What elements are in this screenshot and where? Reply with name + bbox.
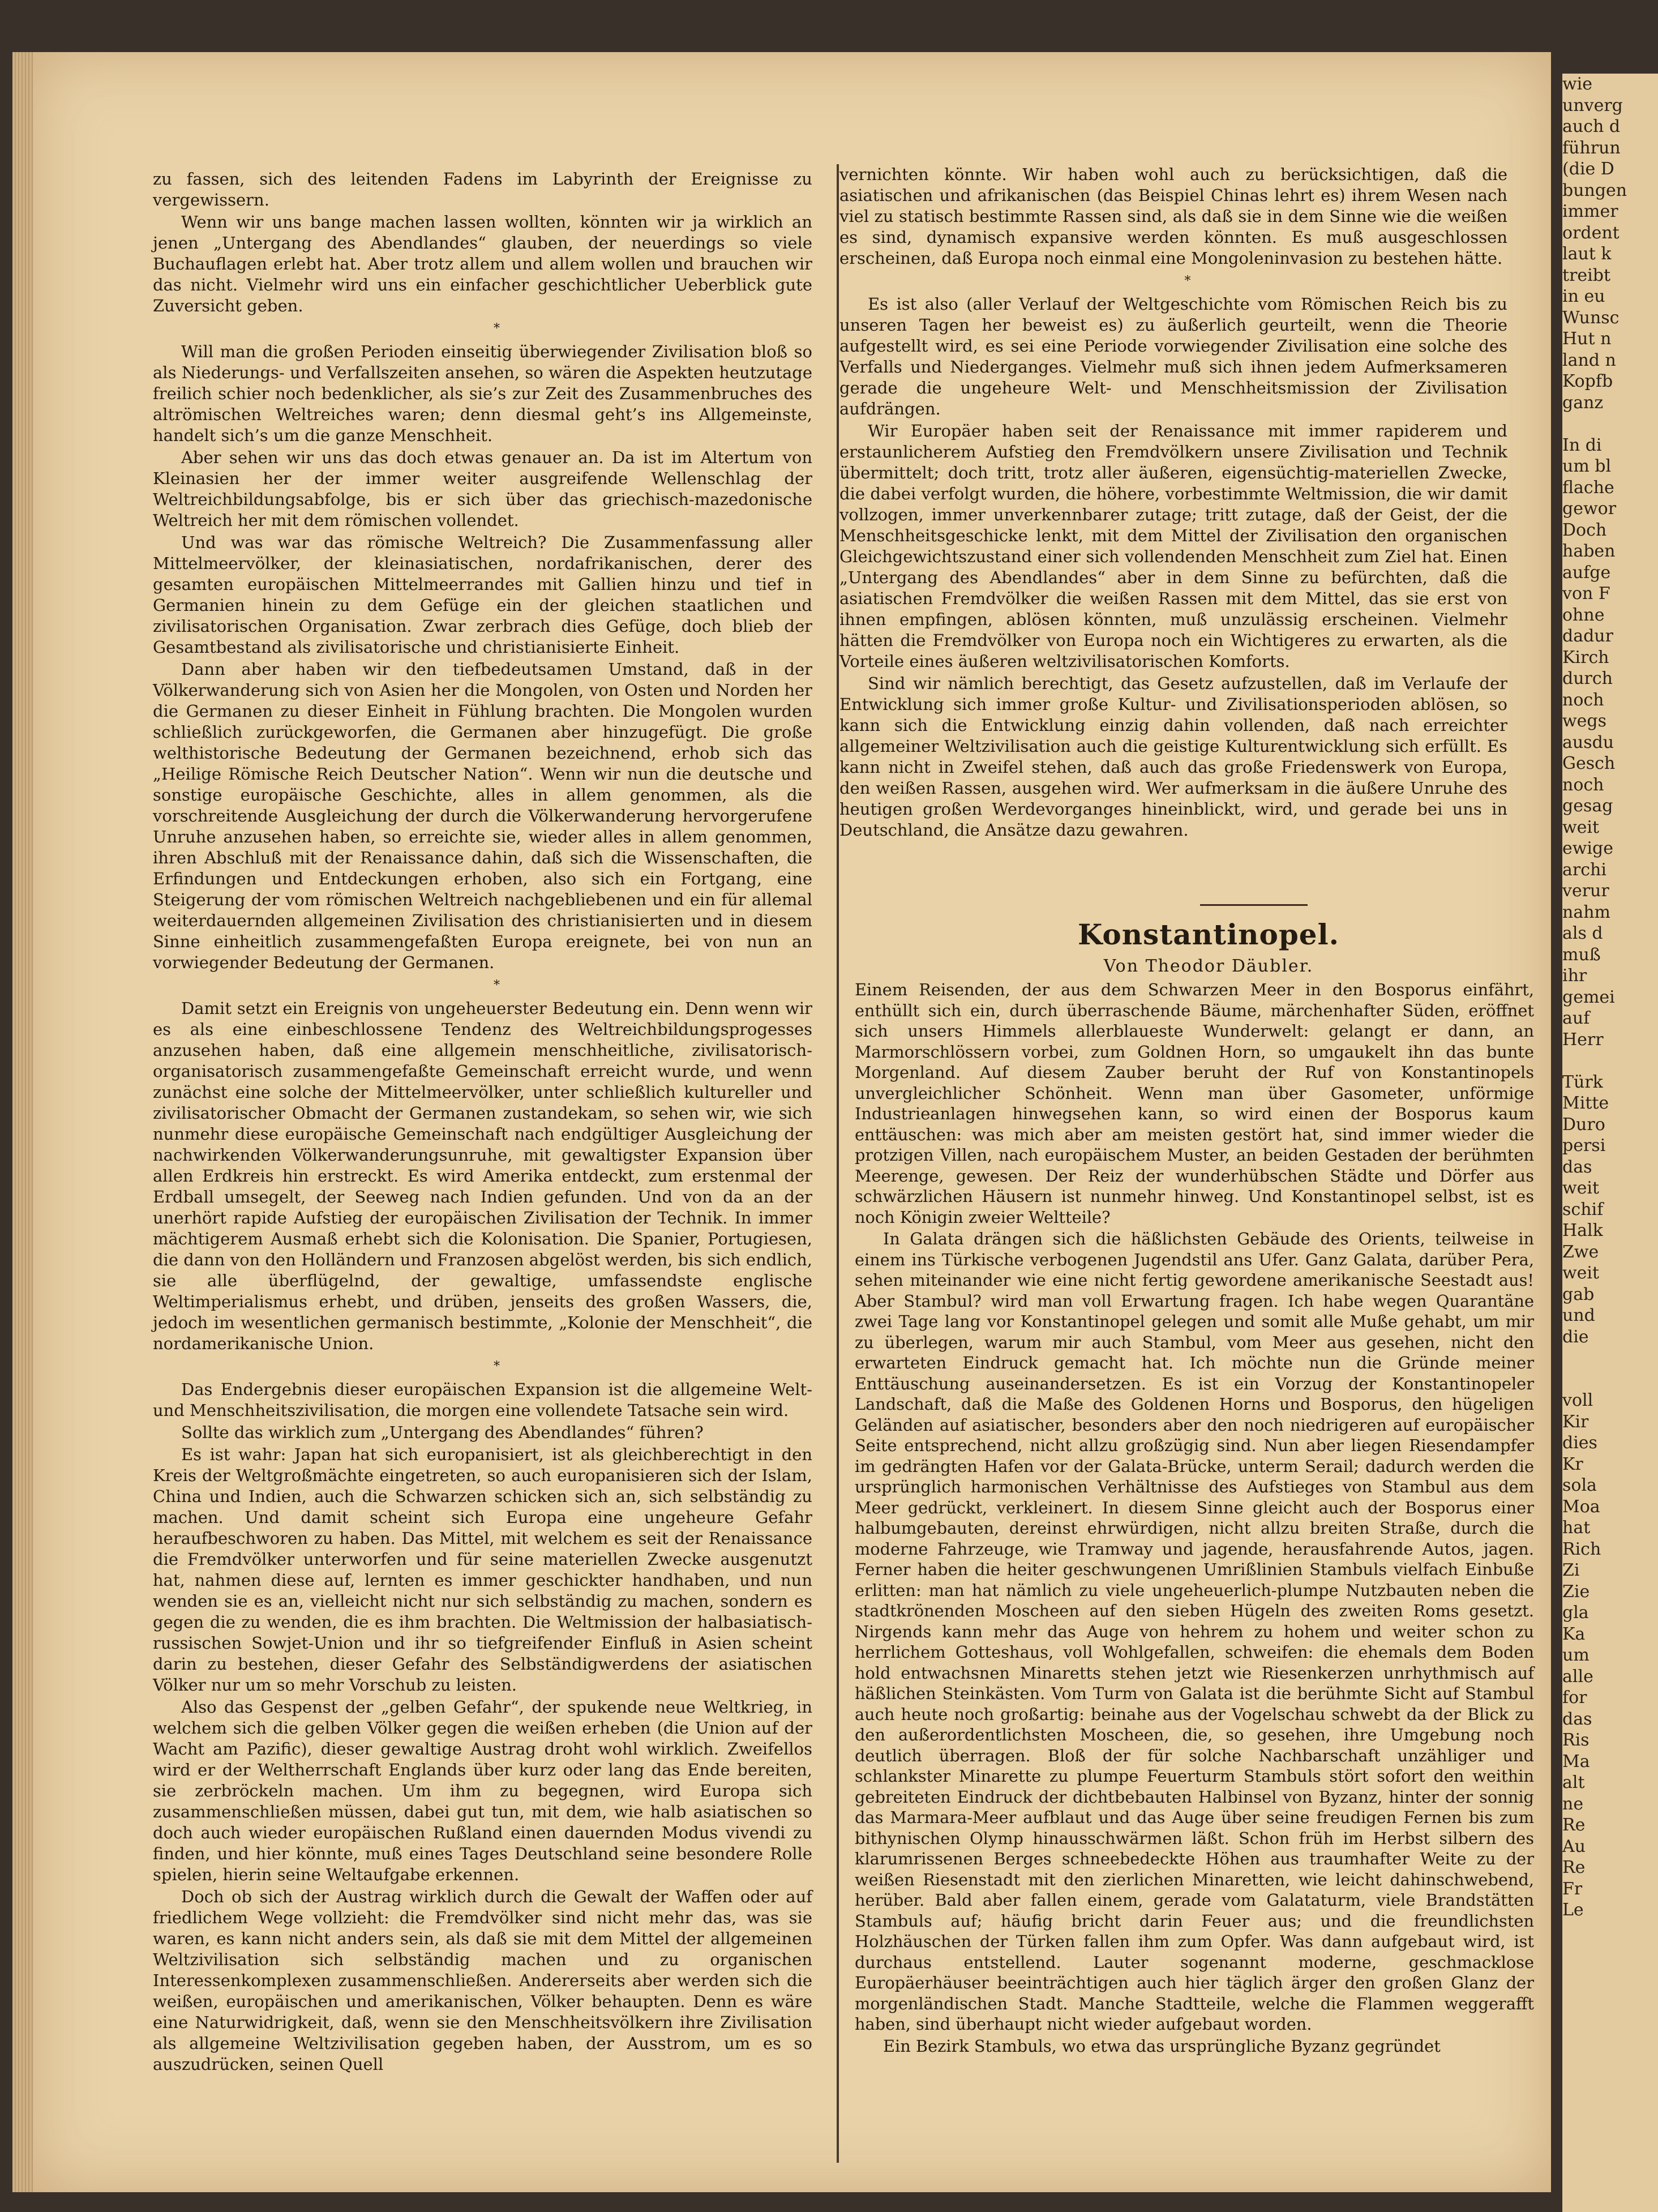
article-konstantinopel xyxy=(855,916,1534,2057)
next-page-line: von F xyxy=(1562,584,1610,604)
next-page-line: führun xyxy=(1562,138,1621,158)
paragraph: Will man die großen Perioden einseitig überwiegender Zivilisation bloß so als Niederungs- und Verfallszeiten ansehen, so wären die Aspekten heutzutage freilich schier noch bedenklicher, als sie’s zur Zeit des Zusammenbruches des altrömischen Weltreiches waren; denn diesmal geht’s ins Allgemeinste, handelt sich’s um die ganze Menschheit. xyxy=(153,342,812,445)
next-page-line: noch xyxy=(1562,690,1604,710)
next-page-line: das xyxy=(1562,1709,1592,1729)
next-page-line: muß xyxy=(1562,944,1601,965)
section-separator: * xyxy=(494,1359,500,1374)
next-page-line: Gesch xyxy=(1562,754,1616,773)
next-page-line: auf xyxy=(1562,1008,1590,1028)
next-page-line: land n xyxy=(1562,350,1616,370)
next-page-line: immer xyxy=(1562,202,1618,221)
next-page-line: wegs xyxy=(1562,711,1607,731)
next-page-line: archi xyxy=(1562,859,1606,880)
next-page-line: alle xyxy=(1562,1666,1593,1687)
next-page-line: In di xyxy=(1562,435,1602,455)
next-page-line: durch xyxy=(1562,669,1613,688)
next-page-line xyxy=(1562,1050,1658,1072)
paragraph: Doch ob sich der Austrag wirklich durch die Gewalt der Waffen oder auf friedlichem Wege vollzieht: die Fremdvölker sind nicht mehr das, was sie waren, es kann nicht anders sein, als daß sie mit dem Mittel der allgemeinen Weltzivilisation sich selbständig machen und zu organischen Interessenkomplexen zusammenschließen. Andererseits aber werden sich die weißen, europäischen und amerikanischen, Völker behaupten. Denn es wäre eine Naturwidrigkeit, daß, wenn sie den Menschheitsvölkern ihre Zivilisation als allgemeine Weltzivilisation gegeben haben, der Ausstrom, um es so auszudrücken, seinen Quell xyxy=(153,1887,812,2074)
next-page-line: voll xyxy=(1562,1390,1593,1410)
next-page-line: weit xyxy=(1562,1178,1600,1198)
column-rule xyxy=(837,164,839,2163)
next-page-line: flache xyxy=(1562,477,1614,498)
next-page-line: unverg xyxy=(1562,95,1623,115)
next-page-line: persi xyxy=(1562,1136,1606,1156)
next-page-line: weit xyxy=(1562,817,1600,837)
next-page-line: Kirch xyxy=(1562,647,1609,668)
next-page-line: Au xyxy=(1562,1836,1586,1856)
section-separator: * xyxy=(494,322,500,336)
paragraph: zu fassen, sich des leitenden Fadens im Labyrinth der Ereignisse zu vergewissern. xyxy=(153,169,812,209)
next-page-line: nahm xyxy=(1562,902,1610,922)
next-page-line: Zie xyxy=(1562,1581,1590,1602)
next-page-line: Ris xyxy=(1562,1730,1590,1750)
next-page-line: Moa xyxy=(1562,1496,1600,1517)
next-page-line: alt xyxy=(1562,1773,1585,1792)
section-separator: * xyxy=(1184,274,1191,288)
next-page-line: gesag xyxy=(1562,796,1613,816)
next-page-line: weit xyxy=(1562,1263,1600,1283)
next-page-line: gab xyxy=(1562,1284,1595,1304)
next-page-line: die xyxy=(1562,1327,1589,1347)
paragraph: Das Endergebnis dieser europäischen Expansion ist die allgemeine Welt- und Menschheitszivilisation, die morgen eine vollendete Tatsache sein wird. xyxy=(153,1380,812,1420)
paragraph: Damit setzt ein Ereignis von ungeheuerster Bedeutung ein. Denn wenn wir es als eine einbeschlossene Tendenz des Weltreichbildungsprogesses anzusehen haben, daß eine allgemein menschheitliche, zivilisatorisch-organisatorisch zusammengefaßte Gemeinschaft erreicht wurde, und wenn zunächst eine solche der Mittelmeervölker, unter schließlich kultureller und zivilisatorischer Obmacht der Germanen zustandekam, so sehen wir, wie sich nunmehr diese europäische Gemeinschaft nach endgültiger Ausgleichung der nachwirkenden Völkerwanderungsunruhe, mit gewaltigster Expansion über allen Erdkreis hin erstreckt. Es wird Amerika entdeckt, zum erstenmal der Erdball umsegelt, der Seeweg nach Indien gefunden. Und von da an der unerhört rapide Aufstieg der europäischen Zivilisation der Technik. In immer mächtigerem Ausmaß erhebt sich die Kolonisation. Die Spanier, Portugiesen, die dann von den Holländern und Franzosen abgelöst werden, bis sich endlich, sie alle überflügelnd, der gewaltige, umfassendste englische Weltimperialismus erhebt, und drüben, jenseits des großen Wassers, die, jedoch im wesentlichen germanisch bestimmte, „Kolonie der Menschheit“, die nordamerikanische Union. xyxy=(153,999,812,1353)
next-page-line: haben xyxy=(1562,541,1616,561)
next-page-line: Kr xyxy=(1562,1454,1583,1474)
article-body xyxy=(855,979,1534,2056)
next-page-line: und xyxy=(1562,1306,1595,1325)
article-paragraph: Ein Bezirk Stambuls, wo etwa das ursprüngliche Byzanz gegründet xyxy=(883,2036,1441,2056)
next-page-line: ewige xyxy=(1562,838,1613,858)
next-page-line: ausdu xyxy=(1562,732,1614,752)
next-page-line: Ma xyxy=(1562,1751,1590,1772)
next-page-line: Le xyxy=(1562,1900,1584,1920)
next-page-line: Kir xyxy=(1562,1411,1589,1432)
next-page-line: auch d xyxy=(1562,117,1621,136)
next-page-line: Re xyxy=(1562,1815,1586,1835)
next-page-line: Türk xyxy=(1562,1072,1603,1092)
next-page-line xyxy=(1562,413,1658,435)
right-column xyxy=(839,164,1507,842)
article-paragraph: Einem Reisenden, der aus dem Schwarzen Meer in den Bosporus einfährt, enthüllt sich ein, durch überraschende Bäume, märchenhafter Süden, eröffnet sich unsers Himmels allerblaueste Wunderwelt: gelangt er dann, an Marmorschlössern vorbei, zum Goldnen Horn, so umgaukelt ihn das bunte Morgenland. Auf diesem Zauber beruht der Ruf von Konstantinopels unvergleichlicher Schönheit. Wenn man über Gasometer, unförmige Industrieanlagen hinwegsehen kann, so wird einen der Bosporus kaum enttäuschen: was mich aber am meisten gestört hat, sind immer wieder die protzigen Villen, nach europäischem Muster, an beiden Gestaden der berühmten Meerenge, gewesen. Der Reiz der wunderhübschen Städte und Dörfer aus schwärzlichen Häusern ist nunmehr hinweg. Und Konstantinopel selbst, ist es noch Königin zweier Weltteile? xyxy=(855,980,1534,1227)
next-page-line: bungen xyxy=(1562,180,1627,200)
next-page-fragment xyxy=(1562,74,1658,2212)
next-page-line: Zi xyxy=(1562,1560,1580,1580)
next-page-line: wie xyxy=(1562,74,1593,94)
next-page-line: sola xyxy=(1562,1475,1597,1495)
next-page-line: Hut n xyxy=(1562,329,1612,349)
next-page-line: gla xyxy=(1562,1603,1589,1623)
next-page-line: Duro xyxy=(1562,1114,1605,1135)
next-page-line: ordent xyxy=(1562,223,1620,243)
next-page-line: verur xyxy=(1562,881,1609,901)
next-page-line: Fr xyxy=(1562,1879,1583,1899)
next-page-line: gewor xyxy=(1562,499,1617,519)
paragraph: vernichten könnte. Wir haben wohl auch zu berücksichtigen, daß die asiatischen und afrikanischen (das Beispiel Chinas lehrt es) ihrem Wesen nach viel zu statisch bestimmte Rassen sind, als daß sie in dem Sinne wie die weißen es sind, dynamisch expansive werden könnten. Es muß ausgeschlossen erscheinen, daß Europa noch einmal eine Mongoleninvasion zu bestehen hätte. xyxy=(839,165,1507,268)
next-page-line: um bl xyxy=(1562,456,1612,476)
paragraph: Sollte das wirklich zum „Untergang des Abendlandes“ führen? xyxy=(181,1423,704,1442)
paragraph: Dann aber haben wir den tiefbedeutsamen Umstand, daß in der Völkerwanderung sich von Asien her die Mongolen, von Osten und Norden her die Germanen zu dieser Einheit in Fühlung brachten. Die Mongolen wurden schließlich zurückgeworfen, die Germanen aber hinzugefügt. Die große welthistorische Bedeutung der Germanen bezeichnend, erhob sich das „Heilige Römische Reich Deutscher Nation“. Wenn wir nun die deutsche und sonstige europäische Geschichte, alles in allem genommen, als die vorschreitende Ausgleichung der durch die Völkerwanderung hervorgerufene Unruhe anzusehen haben, so erreichte sie, wieder alles in allem genommen, ihren Abschluß mit der Renaissance dahin, daß sich die Wissenschaften, die Erfindungen und Entdeckungen erhoben, also sich ein Fortgang, eine Steigerung der vom römischen Weltreich nachgebliebenen und ein für allemal weiterdauernden allgemeinen Zivilisation des christianisierten und in diesem Sinne einheitlich zusammengefaßten Europa ereignete, bei von nun an vorwiegender Bedeutung der Germanen. xyxy=(153,660,812,972)
article-byline: Von Theodor Däubler. xyxy=(1103,956,1314,976)
next-page-line: laut k xyxy=(1562,244,1612,264)
next-page-line: ohne xyxy=(1562,605,1605,625)
paragraph: Es ist also (aller Verlauf der Weltgeschichte vom Römischen Reich bis zu unseren Tagen her beweist es) zu äußerlich geurteilt, wenn die Theorie aufgestellt wird, es sei eine Periode vorwiegender Zivilisation eine solche des Verfalls und Niederganges. Vielmehr muß sich ihnen jedem Aufmerksameren gerade die ungeheure Welt- und Menschheitsmission der Zivilisation aufdrängen. xyxy=(839,294,1507,418)
paragraph: Also das Gespenst der „gelben Gefahr“, der spukende neue Weltkrieg, in welchem sich die gelben Völker gegen die weißen erheben (die Union auf der Wacht am Pazific), dieser gewaltige Austrag droht wohl wirklich. Zweifellos wird er der Weltherrschaft Englands über kurz oder lang das Ende bereiten, sie zerbröckeln machen. Um ihm zu begegnen, wird Europa sich zusammenschließen müssen, dabei gut tun, mit dem, wie halb asiatischen so doch auch wieder europäischen Rußland einen dauernden Modus vivendi zu finden, und hier könnte, muß eines Tages Deutschland seine besondere Rolle spielen, hierin seine Weltaufgabe erkennen. xyxy=(153,1697,812,1884)
next-page-line: noch xyxy=(1562,775,1604,795)
left-column xyxy=(153,169,812,2076)
next-page-line xyxy=(1562,1369,1658,1390)
paragraph: Aber sehen wir uns das doch etwas genauer an. Da ist im Altertum von Kleinasien her der immer weiter ausgreifende Wellenschlag der Weltreichbildungsabfolge, bis er sich über das griechisch-mazedonische Weltreich her mit dem römischen vollendet. xyxy=(153,448,812,530)
next-page-line: Halk xyxy=(1562,1221,1603,1240)
next-page-line: ganz xyxy=(1562,392,1604,413)
next-page-line: dies xyxy=(1562,1433,1597,1453)
next-page-line: schif xyxy=(1562,1199,1604,1220)
next-page-line: Wunsc xyxy=(1562,307,1620,328)
next-page-line: Kopfb xyxy=(1562,371,1613,391)
paragraph: Und was war das römische Weltreich? Die Zusammenfassung aller Mittelmeervölker, der kleinasiatischen, nordafrikanischen, derer des gesamten europäischen Mittelmeerrandes mit Gallien hinzu und tief in Germanien hinein zu dem Gefüge ein der gleichen staatlichen und zivilisatorischen Organisation. Zwar zerbrach dies Gefüge, doch blieb der Gesamtbestand als zivilisatorische und christianisierte Einheit. xyxy=(153,533,812,657)
article-paragraph: In Galata drängen sich die häßlichsten Gebäude des Orients, teilweise in einem ins Türkische verbogenen Jugendstil ans Ufer. Ganz Galata, darüber Pera, sehen miteinander wie eine nicht fertig gewordene amerikanische Seestadt aus! Aber Stambul? wird man voll Erwartung fragen. Ich habe wegen Quarantäne zwei Tage lang vor Konstantinopel gelegen und somit alle Muße gehabt, um mir zu überlegen, warum mir auch Stambul, vom Meer aus gesehen, nicht den erwarteten Eindruck gemacht hat. Ich möchte nun die Gründe meiner Enttäuschung auseinandersetzen. Es ist ein Vorzug der Konstantinopeler Landschaft, daß die Maße des Goldenen Horns und Bosporus, den hügeligen Geländen auf asiatischer, besonders aber den noch niedrigeren auf europäischer Seite entsprechend, nicht allzu großzügig sind. Nun aber liegen Riesendampfer im gedrängten Hafen vor der Galata-Brücke, unterm Serail; dadurch werden die ursprünglich harmonischen Verhältnisse des Aufstieges von Stambul aus dem Meer gedrückt, verkleinert. In diesem Sinne gleicht auch der Bosporus einer halbumgebauten, dereinst ehrwürdigen, nicht allzu breiten Straße, durch die moderne Fahrzeuge, wie Tramway und jagende, herausfahrende Autos, jagen. Ferner haben die heiter geschwungenen Umrißlinien Stambuls vielfach Einbuße erlitten: man hat nämlich zu viele ungeheuerlich-plumpe Nutzbauten neben die stadtkrönenden Moscheen auf den sieben Hügeln des zweiten Roms gesetzt. Nirgends kann mehr das Auge von hehrem zu hohem und weiter schon zu herrlichem Gotteshaus, voll Wohlgefallen, schweifen: die ehemals dem Boden hold entwachsnen Minaretts stehen jetzt wie Riesenkerzen unrhythmisch auf häßlichen Steinkästen. Vom Turm von Galata ist die berühmte Sicht auf Stambul auch heute noch großartig: beinahe aus der Vogelschau schwebt da der Blick zu den außerordentlichsten Moscheen, die, so gesehen, ihre Umgebung noch deutlich überragen. Bloß der für solche Nachbarschaft unzähliger und schlankster Minarette zu plumpe Feuerturm Stambuls stört sofort den weithin gebreiteten Eindruck der dichtbebauten Halbinsel von Byzanz, hinter der sonnig das Marmara-Meer aufblaut und das Auge über seine freudigen Fernen bis zum bithynischen Olymp hinausschwärmen läßt. Schon früh im Herbst silbern des klarumrissenen Berges schneebedeckte Höhen aus traumhafter Weite zu der weißen Riesenstadt mit den zierlichen Minaretten, wie leicht dahinschwebend, herüber. Bald aber fallen einem, gerade vom Galataturm, viele Brandstätten Stambuls auf; häufig bricht darin Feuer aus; und die freundlichsten Holzhäuschen der Türken fallen ihm zum Opfer. Was dann aufgebaut wird, ist durchaus entstellend. Lauter sogenannt moderne, geschmacklose Europäerhäuser beeinträchtigen auch hier täglich ärger den großen Glanz der morgenländischen Stadt. Manche Stadtteile, welche die Flammen weggerafft haben, sind überhaupt nicht wieder aufgebaut worden. xyxy=(855,1229,1534,2034)
next-page-line: (die D xyxy=(1562,159,1614,179)
article-title: Konstantinopel. xyxy=(1077,918,1340,951)
next-page-line: dadur xyxy=(1562,626,1613,646)
article-divider xyxy=(1200,904,1308,906)
next-page-line: ihr xyxy=(1562,966,1587,986)
next-page-line: als d xyxy=(1562,923,1603,943)
paragraph: Wenn wir uns bange machen lassen wollten, könnten wir ja wirklich an jenen „Untergang des Abendlandes“ glauben, der neuerdings so viele Buchauflagen erlebt hat. Aber trotz allem und allem wollen und brauchen wir das nicht. Vielmehr wird uns ein einfacher geschichtlicher Ueberblick gute Zuversicht geben. xyxy=(153,212,812,315)
next-page-line xyxy=(1562,1347,1658,1369)
next-page-line: Mitte xyxy=(1562,1093,1609,1113)
paragraph: Es ist wahr: Japan hat sich europanisiert, ist als gleichberechtigt in den Kreis der Weltgroßmächte eingetreten, so auch europanisieren sich der Islam, China und Indien, auch die Schwarzen schicken sich an, sich selbständig zu machen. Und damit scheint sich Europa eine ungeheure Gefahr heraufbeschworen zu haben. Das Mittel, mit welchem es seit der Renaissance die Fremdvölker unterworfen und für seine materiellen Zwecke ausgenutzt hat, nahmen diese auf, lernten es immer geschickter handhaben, und nun wenden sie es an, vielleicht nicht nur sich selbständig zu machen, sondern es gegen die zu wenden, die es ihm brachten. Die Weltmission der halbasiatisch-russischen Sowjet-Union und ihr so tiefgreifender Einfluß in Asien scheint darin zu bestehen, dieser Gefahr des Selbständigwerdens der asiatischen Völker nur um so mehr Vorschub zu leisten. xyxy=(153,1445,812,1695)
next-page-line: Re xyxy=(1562,1858,1586,1877)
next-page-line: hat xyxy=(1562,1518,1591,1538)
next-page-line: in eu xyxy=(1562,286,1605,306)
section-separator: * xyxy=(494,978,500,992)
next-page-line: um xyxy=(1562,1645,1590,1665)
next-page-line: Ka xyxy=(1562,1624,1586,1644)
next-page-line: ne xyxy=(1562,1794,1584,1814)
next-page-line: Zwe xyxy=(1562,1242,1599,1262)
next-page-line: das xyxy=(1562,1157,1592,1177)
next-page-line: for xyxy=(1562,1688,1587,1708)
next-page-line: aufge xyxy=(1562,562,1611,583)
next-page-line: Doch xyxy=(1562,520,1607,540)
next-page-line: Herr xyxy=(1562,1029,1604,1050)
next-page-line: Rich xyxy=(1562,1539,1601,1559)
paragraph: Sind wir nämlich berechtigt, das Gesetz aufzustellen, daß im Verlaufe der Entwicklung sich immer große Kultur- und Zivilisationsperioden ablösen, so kann sich die Entwicklung einzig dahin vollenden, daß nach erreichter allgemeiner Weltzivilisation auch die geistige Kulturentwicklung sich erfüllt. Es kann nicht in Zweifel stehen, daß auch das große Friedenswerk von Europa, den weißen Rassen, ausgehen wird. Wer aufmerksam in die äußere Unruhe des heutigen großen Werdevorganges hineinblickt, wird, und gerade bei uns in Deutschland, die Ansätze dazu gewahren. xyxy=(839,674,1507,840)
next-page-line: gemei xyxy=(1562,987,1615,1007)
paragraph: Wir Europäer haben seit der Renaissance mit immer rapiderem und erstaunlicherem Aufstieg den Fremdvölkern unsere Zivilisation und Technik übermittelt; doch tritt, trotz aller äußeren, eigensüchtig-materiellen Zwecke, die dabei verfolgt wurden, die höhere, vorbestimmte Weltmission, die wir damit vollzogen, immer unverkennbarer zutage; tritt zutage, daß der Geist, der die Menschheitsgeschicke lenkt, mit dem Mittel der Zivilisation den organischen Gleichgewichtszustand einer sich vollendenden Menschheit zum Ziel hat. Einen „Untergang des Abendlandes“ aber in dem Sinne zu befürchten, daß die asiatischen Fremdvölker die weißen Rassen mit dem Mittel, das sie erst von ihnen empfingen, ablösen könnten, muß unzulässig erscheinen. Vielmehr hätten die Fremdvölker von Europa noch ein Wichtigeres zu erwarten, als die Vorteile eines äußeren weltzivilisatorischen Komforts. xyxy=(839,421,1507,671)
next-page-line: treibt xyxy=(1562,265,1611,285)
